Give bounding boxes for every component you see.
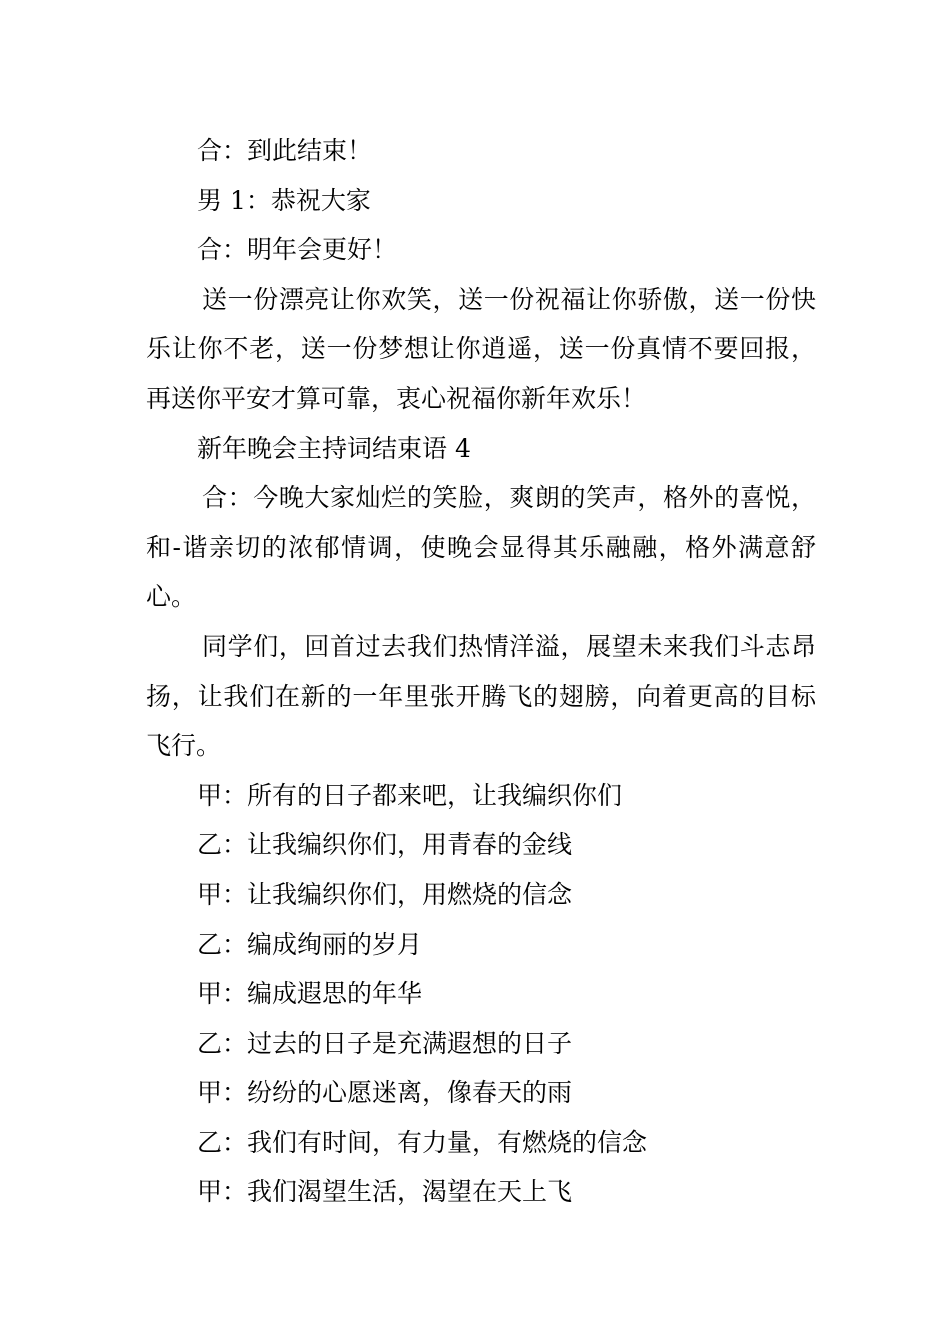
- dialogue-line: 乙：让我编织你们，用青春的金线: [197, 830, 573, 860]
- dialogue-line: 乙：我们有时间，有力量，有燃烧的信念: [197, 1127, 648, 1157]
- section-heading: 新年晚会主持词结束语 4: [197, 433, 471, 463]
- text-line: 合：明年会更好！: [197, 235, 398, 265]
- dialogue-line: 甲：让我编织你们，用燃烧的信念: [197, 879, 573, 909]
- text-line: 合：到此结束！: [197, 136, 373, 165]
- paragraph: 送一份漂亮让你欢笑，送一份祝福让你骄傲，送一份快乐让你不老，送一份梦想让你逍遥，送一份真情不要回报，再送你平安才算可靠，衷心祝福你新年欢乐！: [146, 284, 816, 413]
- dialogue-line: 甲：纷纷的心愿迷离，像春天的雨: [197, 1078, 573, 1108]
- dialogue-line: 甲：我们渴望生活，渴望在天上飞: [197, 1177, 573, 1207]
- dialogue-line: 甲：编成遐思的年华: [197, 979, 423, 1009]
- dialogue-line: 乙：过去的日子是充满遐想的日子: [197, 1028, 573, 1058]
- text-line: 男 1：恭祝大家: [197, 185, 371, 215]
- dialogue-line: 乙：编成绚丽的岁月: [197, 929, 423, 959]
- dialogue-line: 甲：所有的日子都来吧，让我编织你们: [197, 780, 623, 810]
- document-body: [146, 126, 816, 1217]
- paragraph: 同学们，回首过去我们热情洋溢，展望未来我们斗志昂扬，让我们在新的一年里张开腾飞的翅膀，向着更高的目标飞行。: [146, 631, 816, 761]
- paragraph: 合：今晚大家灿烂的笑脸，爽朗的笑声，格外的喜悦，和-谐亲切的浓郁情调，使晚会显得其乐融融，格外满意舒心。: [146, 483, 816, 612]
